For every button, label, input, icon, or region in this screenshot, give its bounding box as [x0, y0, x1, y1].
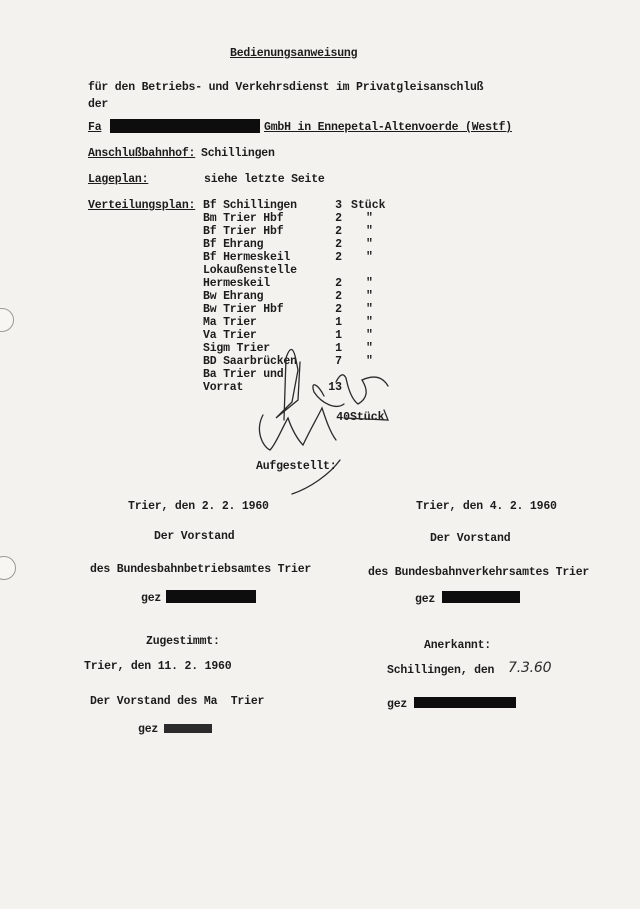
distribution-place: Ma Trier — [203, 316, 257, 329]
distribution-qty: 3 — [335, 199, 342, 212]
distribution-place: Bf Hermeskeil — [203, 251, 291, 264]
lageplan-label: Lageplan: — [88, 173, 149, 186]
distribution-unit: " — [366, 329, 373, 342]
distribution-place: Ba Trier und — [203, 368, 284, 381]
distribution-qty: 2 — [335, 277, 342, 290]
distribution-place: Bw Ehrang — [203, 290, 264, 303]
right-office: des Bundesbahnverkehrsamtes Trier — [368, 566, 590, 579]
distribution-qty: 2 — [335, 251, 342, 264]
distribution-place: Hermeskeil — [203, 277, 271, 290]
company-prefix: Fa — [88, 121, 102, 134]
distribution-qty: 2 — [335, 290, 342, 303]
distribution-unit: " — [366, 342, 373, 355]
zugestimmt-gez: gez — [138, 723, 159, 736]
left-gez: gez — [141, 592, 162, 605]
distribution-qty: 13 — [328, 381, 342, 394]
distribution-place: BD Saarbrücken — [203, 355, 297, 368]
lageplan-value: siehe letzte Seite — [204, 173, 325, 186]
right-date: Trier, den 4. 2. 1960 — [416, 500, 557, 513]
anerkannt-date-handwritten: 7.3.60 — [508, 660, 552, 676]
anerkannt-gez: gez — [387, 698, 408, 711]
document-title: Bedienungsanweisung — [230, 47, 358, 60]
distribution-unit: " — [366, 355, 373, 368]
intro-line-1: für den Betriebs- und Verkehrsdienst im Privatgleisanschluß — [88, 81, 484, 94]
distribution-place: Sigm Trier — [203, 342, 271, 355]
zugestimmt-label: Zugestimmt: — [146, 635, 220, 648]
zugestimmt-vorstand: Der Vorstand des Ma Trier — [90, 695, 265, 708]
right-vorstand: Der Vorstand — [430, 532, 511, 545]
right-gez: gez — [415, 593, 436, 606]
aufgestellt-label: Aufgestellt: — [256, 460, 337, 473]
redacted-signature-anerkannt — [414, 697, 516, 708]
redacted-signature-zugestimmt — [164, 724, 212, 733]
distribution-unit: Stück — [351, 199, 386, 212]
left-vorstand: Der Vorstand — [154, 530, 235, 543]
distribution-qty: 1 — [335, 329, 342, 342]
distribution-qty: 1 — [335, 316, 342, 329]
distribution-qty: 2 — [335, 238, 342, 251]
distribution-unit: " — [366, 290, 373, 303]
redacted-signature-left — [166, 590, 256, 603]
verteilungsplan-label: Verteilungsplan: — [88, 199, 196, 212]
distribution-place: Bf Trier Hbf — [203, 225, 284, 238]
distribution-unit: " — [366, 212, 373, 225]
anschluss-label: Anschlußbahnhof: — [88, 147, 196, 160]
distribution-place: Bm Trier Hbf — [203, 212, 284, 225]
distribution-unit: " — [366, 238, 373, 251]
distribution-unit: " — [366, 303, 373, 316]
total-qty: 40 — [336, 411, 350, 424]
distribution-qty: 1 — [335, 342, 342, 355]
left-date: Trier, den 2. 2. 1960 — [128, 500, 269, 513]
intro-line-2: der — [88, 98, 109, 111]
distribution-place: Bf Schillingen — [203, 199, 297, 212]
distribution-place: Va Trier — [203, 329, 257, 342]
distribution-qty: 2 — [335, 303, 342, 316]
distribution-qty: 7 — [335, 355, 342, 368]
anerkannt-label: Anerkannt: — [424, 639, 492, 652]
left-office: des Bundesbahnbetriebsamtes Trier — [90, 563, 312, 576]
anschluss-value: Schillingen — [201, 147, 275, 160]
distribution-place: Vorrat — [203, 381, 244, 394]
distribution-unit: " — [366, 277, 373, 290]
distribution-place: Bf Ehrang — [203, 238, 264, 251]
redacted-signature-right — [442, 591, 520, 603]
zugestimmt-date: Trier, den 11. 2. 1960 — [84, 660, 232, 673]
distribution-place: Lokaußenstelle — [203, 264, 297, 277]
anerkannt-date-prefix: Schillingen, den — [387, 664, 495, 677]
company-suffix: GmbH in Ennepetal-Altenvoerde (Westf) — [264, 121, 512, 134]
distribution-qty: 2 — [335, 212, 342, 225]
distribution-unit: " — [366, 316, 373, 329]
total-unit: Stück — [350, 411, 385, 424]
distribution-qty: 2 — [335, 225, 342, 238]
distribution-unit: " — [366, 251, 373, 264]
distribution-place: Bw Trier Hbf — [203, 303, 284, 316]
distribution-unit: " — [366, 225, 373, 238]
